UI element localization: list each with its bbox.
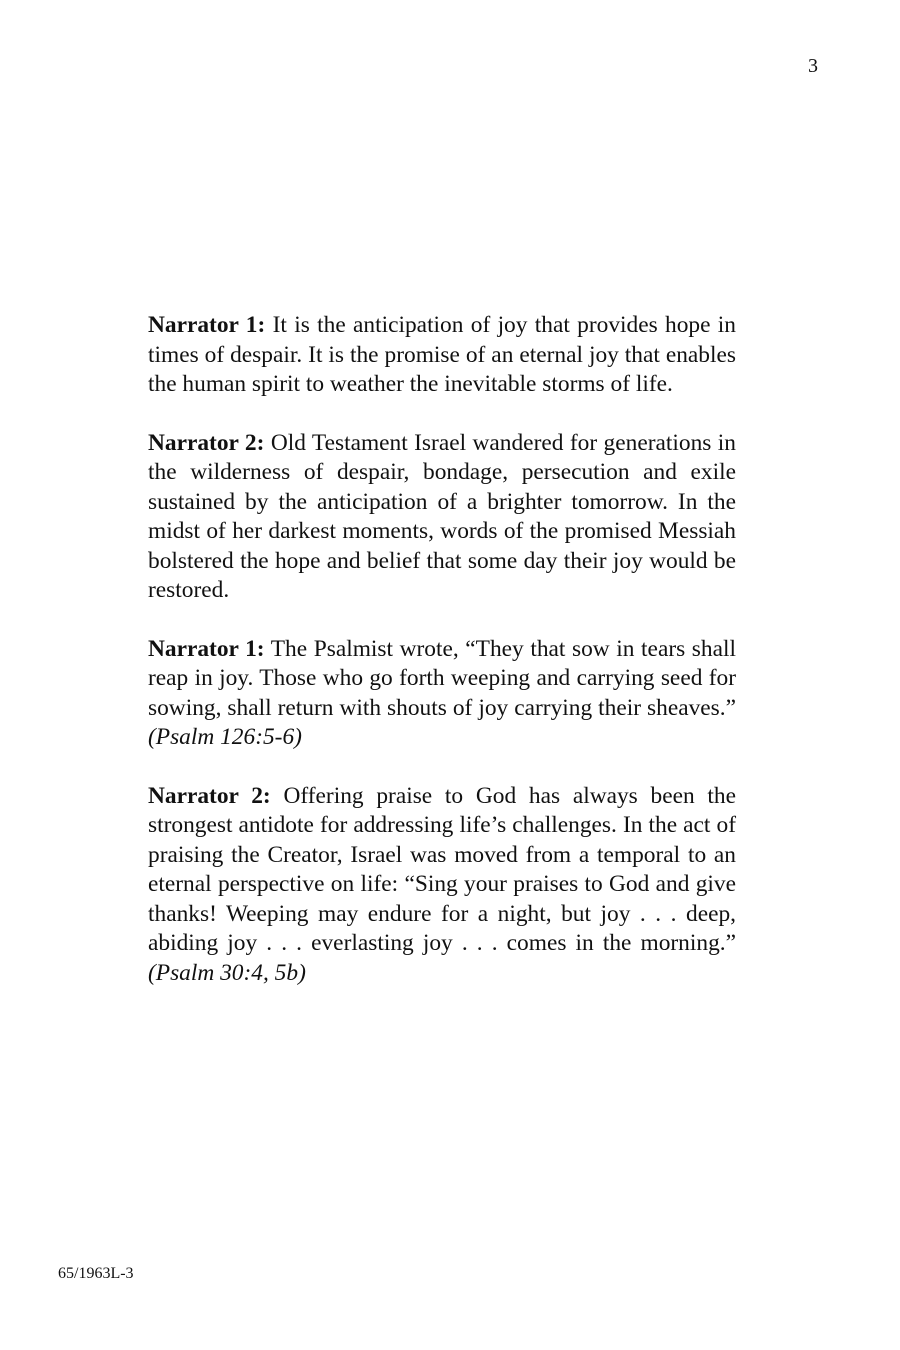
paragraph-4 xyxy=(148,782,736,989)
speaker-label: Narrator 2: xyxy=(148,782,271,809)
scripture-citation: (Psalm 30:4, 5b) xyxy=(148,959,306,986)
script-body xyxy=(148,311,736,1017)
paragraph-text: The Psalmist wrote, “They that sow in tears shall reap in joy. Those who go forth weeping and carrying seed for sowing, shall return with shouts of joy carrying their sheaves.” xyxy=(148,635,736,721)
speaker-label: Narrator 1: xyxy=(148,635,265,662)
paragraph-text: Offering praise to God has always been the strongest antidote for addressing life’s challenges. In the act of praising the Creator, Israel was moved from a temporal to an eternal perspective on life: “Sing your praises to God and give thanks! Weeping may endure for a night, but joy . . . deep, abiding joy . . . everlasting joy . . . comes in the morning.” xyxy=(148,782,736,956)
page-number: 3 xyxy=(808,55,818,77)
scripture-citation: (Psalm 126:5-6) xyxy=(148,724,302,750)
document-code: 65/1963L-3 xyxy=(58,1265,134,1282)
paragraph-text: It is the anticipation of joy that provides hope in times of despair. It is the promise of an eternal joy that enables the human spirit to weather the inevitable storms of life. xyxy=(148,312,736,397)
paragraph-1 xyxy=(148,311,736,400)
paragraph-text: Old Testament Israel wandered for generations in the wilderness of despair, bondage, persecution and exile sustained by the anticipation of a brighter tomorrow. In the midst of her darkest moments, words of the promised Messiah bolstered the hope and belief that some day their joy would be restored. xyxy=(148,429,736,603)
paragraph-2 xyxy=(148,429,736,606)
speaker-label: Narrator 1: xyxy=(148,312,266,338)
speaker-label: Narrator 2: xyxy=(148,429,265,456)
paragraph-3 xyxy=(148,635,736,753)
